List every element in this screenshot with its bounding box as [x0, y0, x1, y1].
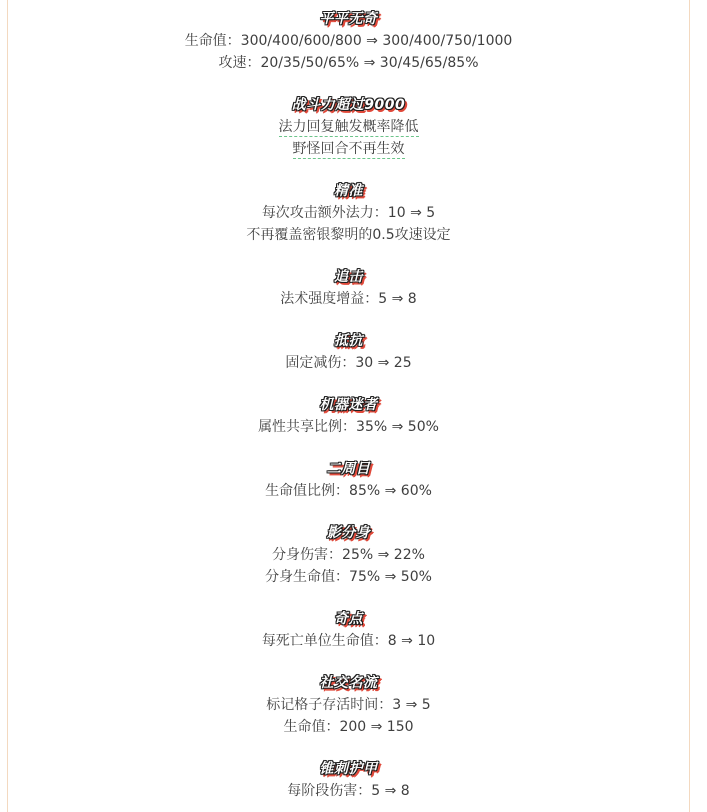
change-line: 不再覆盖密银黎明的0.5攻速设定 — [246, 227, 451, 243]
section-title: 机器迷者 — [319, 397, 378, 413]
change-line: 生命值：200 ⇒ 150 — [283, 719, 414, 735]
section-title: 二周目 — [326, 461, 371, 477]
change-line: 每死亡单位生命值：8 ⇒ 10 — [261, 633, 436, 649]
patch-notes-list — [8, 8, 689, 802]
change-line: 攻速：20/35/50/65% ⇒ 30/45/65/85% — [218, 55, 479, 71]
change-line — [8, 138, 689, 160]
section-title: 平平无奇 — [319, 11, 378, 27]
change-line: 生命值比例：85% ⇒ 60% — [265, 483, 432, 499]
change-line: 固定减伤：30 ⇒ 25 — [285, 355, 412, 371]
change-line: 分身生命值：75% ⇒ 50% — [265, 569, 432, 585]
section-title: 影分身 — [326, 525, 371, 541]
change-line: 分身伤害：25% ⇒ 22% — [272, 547, 425, 563]
change-line: 每次攻击额外法力：10 ⇒ 5 — [261, 205, 436, 221]
section-shadow-clone — [8, 522, 689, 588]
change-line: 标记格子存活时间：3 ⇒ 5 — [266, 697, 431, 713]
section-title: 战斗力超过9000 — [291, 97, 406, 113]
change-line: 每阶段伤害：5 ⇒ 8 — [287, 783, 410, 799]
underlined-text: 野怪回合不再生效 — [292, 141, 405, 157]
change-line: 生命值：300/400/600/800 ⇒ 300/400/750/1000 — [184, 33, 513, 49]
section-second-playthrough — [8, 458, 689, 502]
underlined-text: 法力回复触发概率降低 — [278, 119, 419, 135]
section-precision — [8, 180, 689, 246]
section-singularity — [8, 608, 689, 652]
section-title: 奇点 — [334, 611, 363, 627]
section-pursuit — [8, 266, 689, 310]
change-line: 法术强度增益：5 ⇒ 8 — [280, 291, 417, 307]
section-title: 精准 — [334, 183, 363, 199]
section-spiked-armor — [8, 758, 689, 802]
section-title: 抵抗 — [334, 333, 363, 349]
section-ping-ping-wu-qi — [8, 8, 689, 74]
section-power-over-9000 — [8, 94, 689, 160]
right-border — [689, 0, 690, 812]
section-socialite — [8, 672, 689, 738]
section-title: 社交名流 — [319, 675, 378, 691]
section-title: 锥刺护甲 — [319, 761, 378, 777]
change-line — [8, 116, 689, 138]
section-title: 追击 — [334, 269, 363, 285]
section-resistance — [8, 330, 689, 374]
section-machine-fan — [8, 394, 689, 438]
change-line: 属性共享比例：35% ⇒ 50% — [258, 419, 439, 435]
